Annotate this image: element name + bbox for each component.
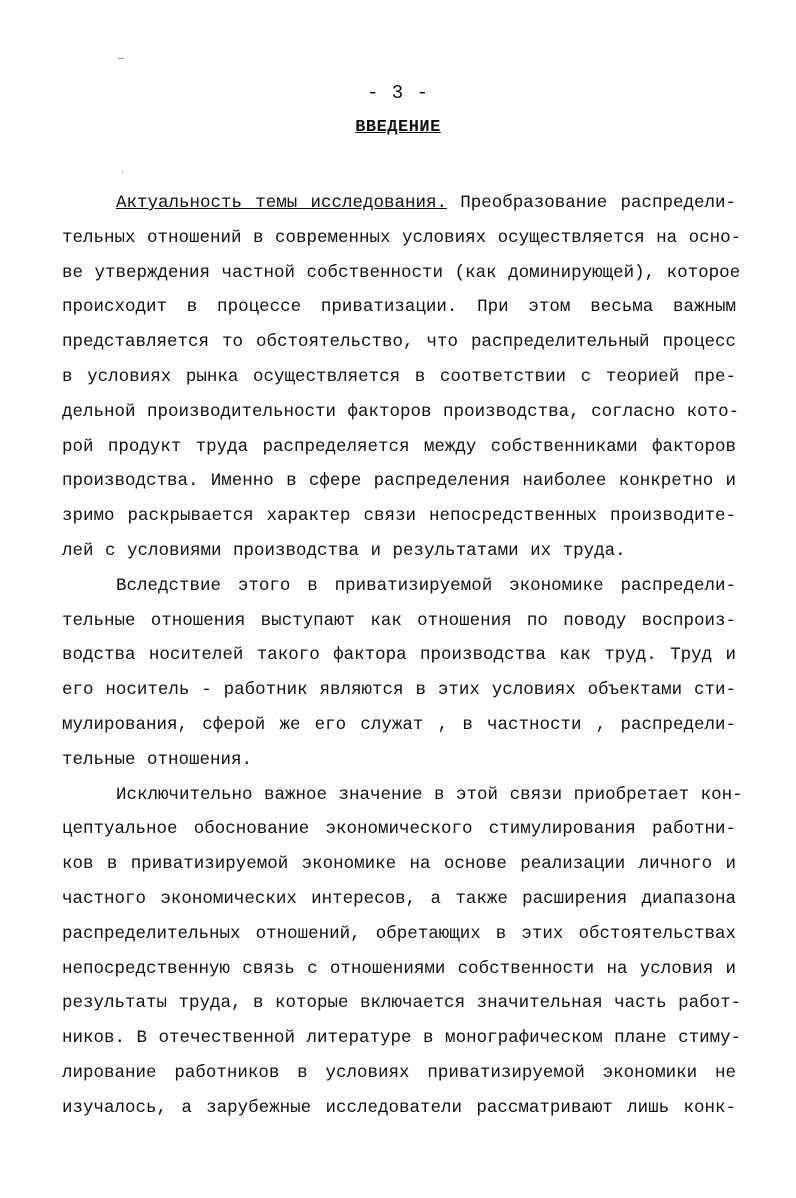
paragraph-1-lead: Актуальность темы исследования. xyxy=(116,193,447,213)
paragraph-1-line: производства. Именно в сфере распределения наиболее конкретно и xyxy=(62,471,736,492)
paragraph-3-line: частного экономических интересов, а также расширения диапазона xyxy=(62,888,736,909)
paragraph-2-line: его носитель - работник являются в этих условиях объектами сти- xyxy=(62,680,736,701)
paragraph-1-line: лей с условиями производства и результатами их труда. xyxy=(62,540,626,561)
paragraph-3-line: цептуальное обоснование экономического стимулирования работни- xyxy=(62,819,736,840)
paragraph-3-line: ников. В отечественной литературе в монографическом плане стиму- xyxy=(62,1028,742,1049)
paragraph-3-line: непосредственную связь с отношениями собственности на условия и xyxy=(62,958,736,979)
paragraph-1-line: зримо раскрывается характер связи непосредственных производите- xyxy=(62,506,736,527)
body-text xyxy=(62,186,743,1126)
paragraph-2-line: водства носителей такого фактора производства как труд. Труд и xyxy=(62,645,736,666)
section-heading: ВВЕДЕНИЕ xyxy=(355,118,441,137)
paragraph-1-line: происходит в процессе приватизации. При этом весьма важным xyxy=(62,297,736,318)
paragraph-3-line: лирование работников в условиях приватизируемой экономики не xyxy=(62,1062,736,1083)
paragraph-1-line: в условиях рынка осуществляется в соответствии с теорией пре- xyxy=(62,366,736,387)
scan-speck xyxy=(118,58,124,59)
paragraph-1-line: тельных отношений в современных условиях осуществляется на осно- xyxy=(62,227,742,248)
paragraph-1-line: дельной производительности факторов производства, согласно кото- xyxy=(62,401,740,422)
paragraph-3-line: изучалось, а зарубежные исследователи рассматривают лишь конк- xyxy=(62,1097,736,1118)
paragraph-3-line: результаты труда, в которые включается значительная часть работ- xyxy=(62,993,742,1014)
paragraph-1-line: ве утверждения частной собственности (как доминирующей), которое xyxy=(62,262,741,283)
paragraph-1-line: рой продукт труда распределяется между собственниками факторов xyxy=(62,436,736,457)
paragraph-2-line: мулирования, сферой же его служат , в частности , распредели- xyxy=(62,714,736,735)
paragraph-3-line: ков в приватизируемой экономике на основе реализации личного и xyxy=(62,854,736,875)
paragraph-3-line: Исключительно важное значение в этой связи приобретает кон- xyxy=(116,784,743,805)
paragraph-3-line: распределительных отношений, обретающих в этих обстоятельствах xyxy=(62,923,736,944)
page-number: - 3 - xyxy=(366,82,429,104)
paragraph-2-line: тельные отношения. xyxy=(62,749,253,770)
paragraph-2-line: Вследствие этого в приватизируемой экономике распредели- xyxy=(116,575,736,596)
paragraph-2-line: тельные отношения выступают как отношения по поводу воспроиз- xyxy=(62,610,736,631)
paragraph-1-line-1: Актуальность темы исследования. Преобразование распредели- xyxy=(116,193,736,213)
scan-speck xyxy=(122,170,123,174)
paragraph-1-line: представляется то обстоятельство, что распределительный процесс xyxy=(62,332,736,353)
